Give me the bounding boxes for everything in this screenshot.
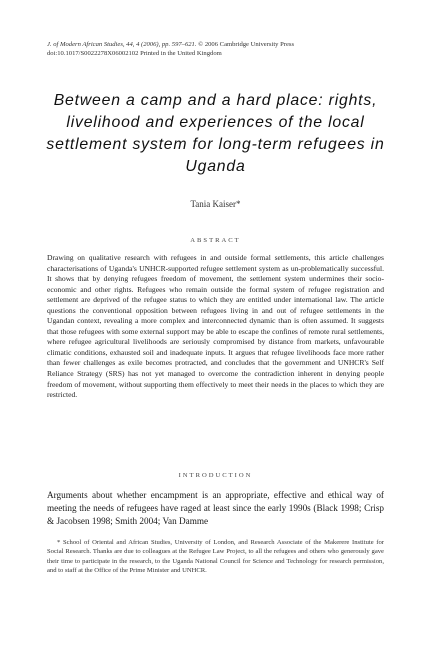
abstract-heading: ABSTRACT: [190, 237, 241, 244]
introduction-heading: INTRODUCTION: [178, 472, 253, 479]
article-title: Between a camp and a hard place: rights, livelihood and experiences of the local settlement system for long-term refugees in Uganda: [46, 92, 385, 175]
introduction-text: Arguments about whether encampment is an appropriate, effective and ethical way of meeting the needs of refugees have raged at least since the early 1990s (Black 1998; Crisp & Jacobsen 1998; Smith 2004; Van Damme: [47, 490, 384, 526]
author-name: Tania Kaiser*: [190, 199, 241, 209]
copyright-notice: © 2006 Cambridge University Press: [198, 41, 295, 48]
journal-citation: J. of Modern African Studies, 44, 4 (2006), pp. 597–621.: [47, 41, 197, 48]
footnote-text: * School of Oriental and African Studies, University of London, and Research Associate of the Makerere Institute for Social Research. Thanks are due to colleagues at the Refugee Law Project, to all the refugees and others who generously gave their time to participate in the research, to the Uganda National Council for Science and Technology for research permission, and to staff at the Office of the Prime Minister and UNHCR.: [47, 539, 384, 574]
running-header: [47, 40, 407, 58]
printed-notice: Printed in the United Kingdom: [140, 50, 222, 57]
doi: doi:10.1017/S0022278X06002102: [47, 50, 139, 57]
author-footnote: [47, 538, 384, 575]
abstract-text: Drawing on qualitative research with refugees in and outside formal settlements, this article challenges characterisations of Uganda's UNHCR-supported refugee settlement system as un-problematically successful. It shows that by denying refugees freedom of movement, the settlement system undermines their socio-economic and other rights. Refugees who remain outside the formal system of refugee registration and settlement are deprived of the refugee status to which they are entitled under international law. The article questions the conventional opposition between refugees living in and out of refugee settlements in the Ugandan context, revealing a more complex and interconnected dynamic than is often assumed. It suggests that those refugees with some external support may be able to escape the confines of remote rural settlements, where refugee agricultural livelihoods are seriously compromised by distance from markets, unfavourable climatic conditions, exhausted soil and inadequate inputs. It argues that refugee livelihoods face more rather than fewer challenges as exile becomes protracted, and concludes that the government and UNHCR's Self Reliance Strategy (SRS) has not yet managed to overcome the contradiction inherent in denying people freedom of movement, without supporting them effectively to meet their needs in the places to which they are restricted.: [47, 253, 384, 400]
